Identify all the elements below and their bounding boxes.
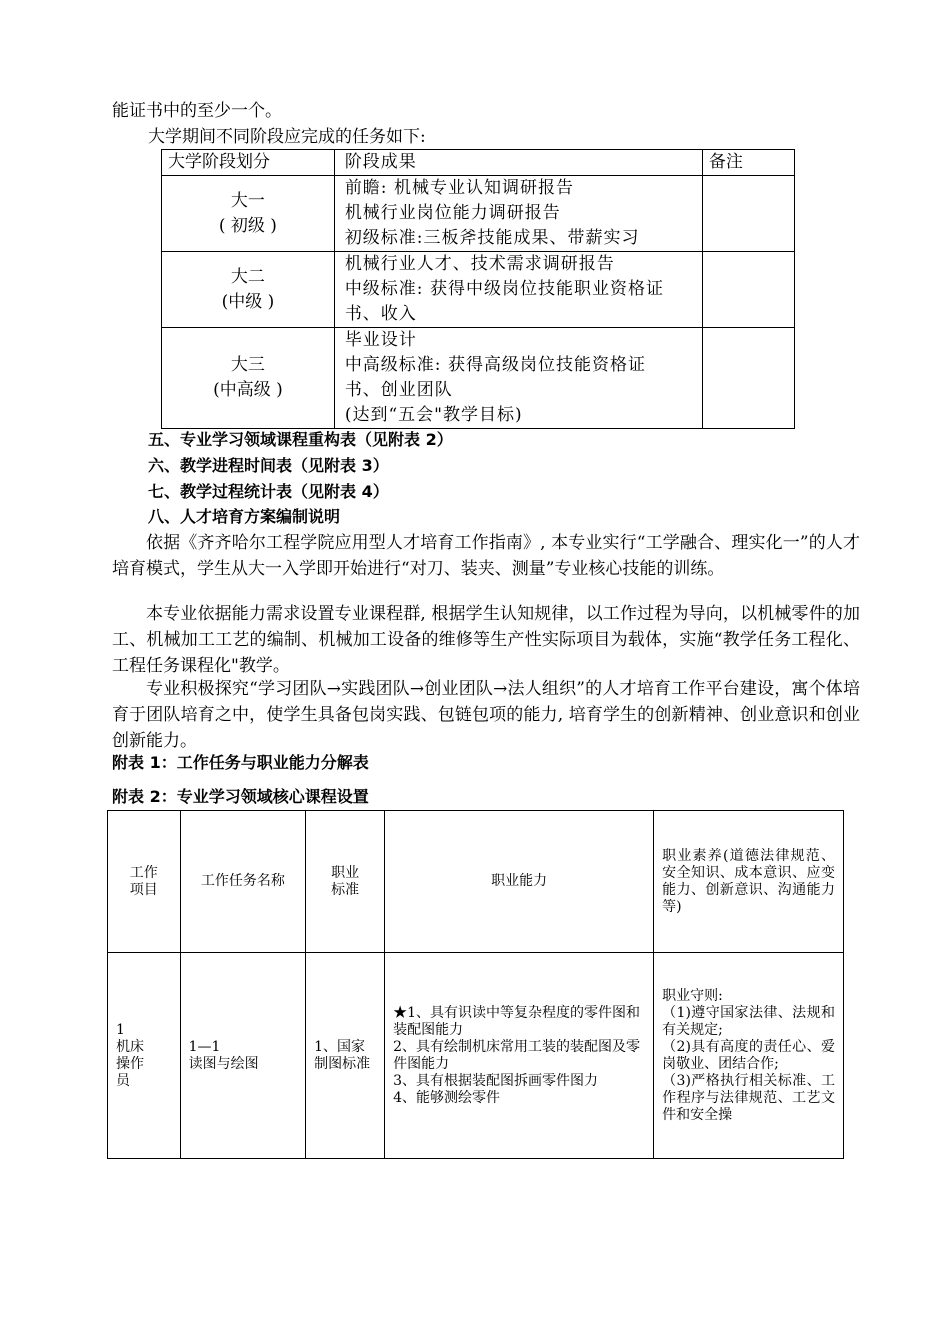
stage-cell (162, 176, 335, 252)
stage-intro: 大学期间不同阶段应完成的任务如下: (148, 127, 426, 147)
project-line: 1 (116, 1021, 125, 1038)
header-project-line: 工作 (129, 864, 158, 881)
result-line: 中高级标准: 获得高级岗位技能资格证 (344, 355, 646, 375)
header-ability: 职业能力 (385, 811, 654, 953)
stage-level: (中高级 ) (213, 380, 283, 400)
note-cell (702, 328, 794, 429)
task-line: 读图与绘图 (188, 1055, 259, 1072)
ability-line: ★1、具有识读中等复杂程度的零件图和装配图能力 (393, 1004, 641, 1038)
ability-line: 3、具有根据装配图拆画零件图力 (393, 1072, 599, 1089)
header-standard (306, 811, 385, 953)
paragraph-3: 专业积极探究“学习团队→实践团队→创业团队→法人组织”的人才培育工作平台建设，寓个体培育于团队培育之中，使学生具备包岗实践、包链包项的能力, 培育学生的创新精神、创业意识和创业创新能力。 (112, 679, 860, 751)
ability-cell (385, 953, 654, 1159)
quality-line: （1)遵守国家法律、法规和有关规定; (662, 1004, 835, 1038)
header-quality: 职业素养(道德法律规范、安全知识、成本意识、应变能力、创新意识、沟通能力等) (654, 811, 844, 953)
stage-level: ( 初级 ) (218, 215, 277, 236)
header-project (108, 811, 181, 953)
ability-line: 2、具有绘制机床常用工装的装配图及零件图能力 (393, 1038, 641, 1072)
result-line: 机械行业岗位能力调研报告 (344, 203, 561, 223)
project-line: 操作 (116, 1055, 144, 1072)
result-line: 中级标准: 获得中级岗位技能职业资格证 (344, 279, 664, 299)
table-row (162, 252, 795, 328)
project-line: 员 (116, 1072, 130, 1089)
project-line: 机床 (116, 1038, 144, 1055)
heading-6: 六、教学进程时间表（见附表 3） (148, 456, 389, 475)
result-line: 书、收入 (344, 304, 417, 324)
intro-tail: 能证书中的至少一个。 (112, 101, 282, 121)
results-cell (334, 176, 702, 252)
skill-table (107, 810, 844, 1159)
header-project-line: 项目 (129, 881, 158, 898)
results-cell (334, 252, 702, 328)
result-line: 初级标准:三板斧技能成果、带薪实习 (344, 228, 640, 248)
header-standard-line: 职业 (331, 864, 360, 881)
table-row (108, 953, 844, 1159)
stage-table-header (162, 150, 795, 176)
heading-7: 七、教学过程统计表（见附表 4） (148, 482, 389, 501)
stage-cell (162, 328, 335, 429)
project-cell (108, 953, 181, 1159)
result-line: 前瞻: 机械专业认知调研报告 (344, 178, 574, 198)
quality-line: （3)严格执行相关标准、工作程序与法律规范、工艺文件和安全操 (662, 1072, 835, 1123)
result-line: 毕业设计 (344, 330, 417, 350)
table-row (162, 176, 795, 252)
ability-line: 4、能够测绘零件 (393, 1089, 501, 1106)
header-results: 阶段成果 (334, 150, 702, 176)
task-cell (180, 953, 306, 1159)
header-standard-line: 标准 (331, 881, 360, 898)
quality-line: （2)具有高度的责任心、爱岗敬业、团结合作; (662, 1038, 835, 1072)
heading-8: 八、人才培育方案编制说明 (148, 507, 341, 526)
stage-name: 大一 (230, 190, 265, 211)
result-line: 机械行业人才、技术需求调研报告 (344, 254, 615, 274)
header-task: 工作任务名称 (180, 811, 306, 953)
skill-table-header (108, 811, 844, 953)
quality-cell (654, 953, 844, 1159)
appendix-1-title: 附表 1：工作任务与职业能力分解表 (112, 753, 369, 772)
result-line: (达到“五会"教学目标) (344, 405, 523, 425)
stage-name: 大三 (230, 355, 265, 375)
quality-line: 职业守则: (662, 987, 723, 1004)
stage-cell (162, 252, 335, 328)
header-note: 备注 (702, 150, 794, 176)
paragraph-2: 本专业依据能力需求设置专业课程群, 根据学生认知规律，以工作过程为导向，以机械零件的加工、机械加工工艺的编制、机械加工设备的维修等生产性实际项目为载体，实施“教学任务工程化、工程任务课程化"教学。 (112, 604, 860, 676)
note-cell (702, 176, 794, 252)
stage-table (161, 149, 795, 429)
table-row (162, 328, 795, 429)
header-stage: 大学阶段划分 (162, 150, 335, 176)
appendix-2-title: 附表 2：专业学习领域核心课程设置 (112, 787, 369, 806)
stage-name: 大二 (230, 266, 265, 287)
results-cell (334, 328, 702, 429)
note-cell (702, 252, 794, 328)
heading-5: 五、专业学习领域课程重构表（见附表 2） (148, 430, 453, 449)
stage-level: (中级 ) (221, 291, 275, 312)
paragraph-1: 依据《齐齐哈尔工程学院应用型人才培育工作指南》, 本专业实行“工学融合、理实化一”的人才培育模式，学生从大一入学即开始进行“对刀、装夹、测量”专业核心技能的训练。 (112, 533, 860, 579)
standard-cell: 1、国家制图标准 (306, 953, 385, 1159)
result-line: 书、创业团队 (344, 380, 453, 400)
task-line: 1—1 (188, 1038, 221, 1055)
